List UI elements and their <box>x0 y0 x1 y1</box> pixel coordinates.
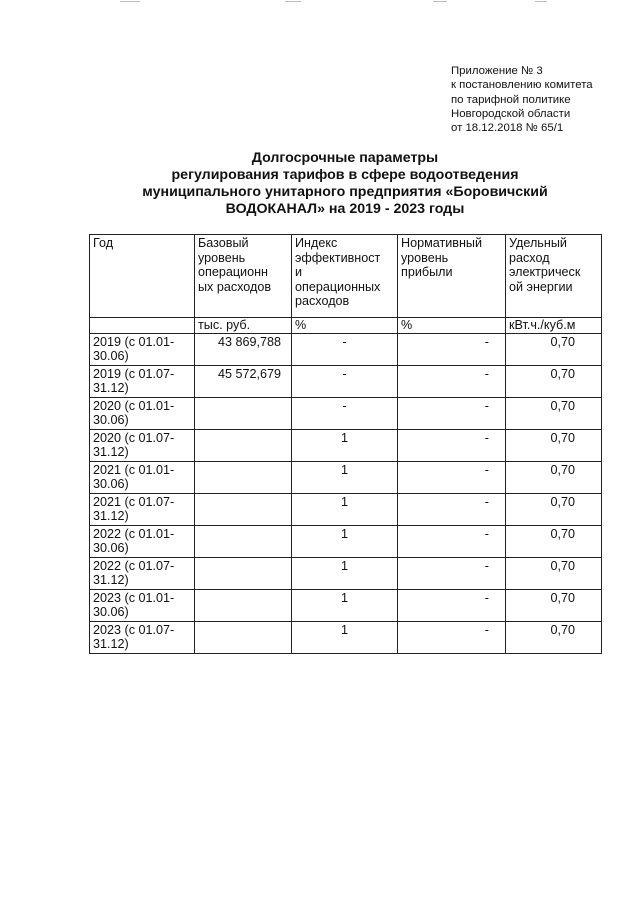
energy-cell: 0,70 <box>506 493 602 525</box>
profit-cell: - <box>398 589 506 621</box>
title-line: ВОДОКАНАЛ» на 2019 - 2023 годы <box>225 201 465 217</box>
profit-cell: - <box>398 621 506 653</box>
year-text-line: 2021 (с 01.01- <box>93 462 175 477</box>
header-text-line: ых расходов <box>198 279 272 294</box>
units-row <box>90 318 602 334</box>
header-text-line: и <box>295 265 303 279</box>
tariff-parameters-table <box>89 234 602 654</box>
table-row <box>90 333 602 365</box>
title-line: Долгосрочные параметры <box>251 150 439 166</box>
table-row <box>90 429 602 461</box>
year-text-line: 2022 (с 01.01- <box>93 526 175 541</box>
index-cell: - <box>292 397 398 429</box>
energy-cell: 0,70 <box>506 365 602 397</box>
year-text-line: 31.12) <box>93 573 129 587</box>
index-cell: 1 <box>292 429 398 461</box>
unit-cell: % <box>292 318 398 334</box>
energy-cell: 0,70 <box>506 397 602 429</box>
base-cell <box>195 589 292 621</box>
header-text-line: уровень <box>401 250 449 265</box>
year-text-line: 31.12) <box>93 445 129 459</box>
header-text-line: Индекс <box>295 236 338 250</box>
profit-cell: - <box>398 333 506 365</box>
base-cell: 45 572,679 <box>195 365 292 397</box>
profit-cell: - <box>398 397 506 429</box>
year-text-line: 2022 (с 01.07- <box>93 558 175 573</box>
year-text-line: 30.06) <box>93 541 129 555</box>
year-text-line: 2023 (с 01.07- <box>93 622 175 637</box>
header-text-line: расходов <box>295 294 350 308</box>
header-text-line: Год <box>93 236 114 250</box>
table-header-row <box>90 235 602 318</box>
index-cell: 1 <box>292 461 398 493</box>
index-cell: - <box>292 365 398 397</box>
energy-cell: 0,70 <box>506 333 602 365</box>
year-cell <box>90 525 195 557</box>
unit-cell: кВт.ч./куб.м <box>506 318 602 334</box>
index-cell: 1 <box>292 557 398 589</box>
title-line: муниципального унитарного предприятия «Боровичский <box>142 184 548 200</box>
appendix-line: Новгородской области <box>451 107 571 120</box>
profit-cell: - <box>398 429 506 461</box>
column-header <box>292 235 398 318</box>
base-cell: 43 869,788 <box>195 333 292 365</box>
column-header <box>90 235 195 318</box>
table-row <box>90 493 602 525</box>
year-cell <box>90 589 195 621</box>
profit-cell: - <box>398 461 506 493</box>
header-text-line: операционн <box>198 265 268 279</box>
year-text-line: 30.06) <box>93 413 129 427</box>
year-text-line: 2020 (с 01.07- <box>93 430 175 445</box>
appendix-line: к постановлению комитета <box>451 79 593 92</box>
base-cell <box>195 557 292 589</box>
table-row <box>90 557 602 589</box>
base-cell <box>195 429 292 461</box>
year-text-line: 31.12) <box>93 381 129 395</box>
year-text-line: 2021 (с 01.07- <box>93 494 175 509</box>
header-text-line: расход <box>509 250 550 265</box>
year-text-line: 2019 (с 01.07- <box>93 366 175 381</box>
year-text-line: 30.06) <box>93 605 129 619</box>
table-row <box>90 365 602 397</box>
year-text-line: 2020 (с 01.01- <box>93 398 175 413</box>
year-text-line: 30.06) <box>93 349 129 363</box>
document-title <box>90 150 600 218</box>
index-cell: - <box>292 333 398 365</box>
year-cell <box>90 621 195 653</box>
appendix-line: Приложение № 3 <box>451 65 543 77</box>
index-cell: 1 <box>292 525 398 557</box>
year-text-line: 2023 (с 01.01- <box>93 590 175 605</box>
unit-cell <box>90 318 195 334</box>
header-text-line: Нормативный <box>401 236 483 250</box>
column-header <box>195 235 292 318</box>
index-cell: 1 <box>292 621 398 653</box>
year-cell <box>90 397 195 429</box>
header-text-line: ой энергии <box>509 279 573 294</box>
base-cell <box>195 461 292 493</box>
energy-cell: 0,70 <box>506 557 602 589</box>
profit-cell: - <box>398 557 506 589</box>
header-text-line: электрическ <box>509 265 581 279</box>
year-cell <box>90 333 195 365</box>
column-header <box>506 235 602 318</box>
header-text-line: уровень <box>198 250 246 265</box>
year-text-line: 31.12) <box>93 637 129 651</box>
index-cell: 1 <box>292 493 398 525</box>
header-text-line: Базовый <box>198 236 249 250</box>
header-text-line: Удельный <box>509 236 567 250</box>
header-text-line: прибыли <box>401 265 453 279</box>
base-cell <box>195 525 292 557</box>
appendix-line: от 18.12.2018 № 65/1 <box>451 122 564 135</box>
profit-cell: - <box>398 365 506 397</box>
profit-cell: - <box>398 525 506 557</box>
base-cell <box>195 397 292 429</box>
table-row <box>90 525 602 557</box>
table-row <box>90 589 602 621</box>
header-text-line: эффективност <box>295 250 381 265</box>
energy-cell: 0,70 <box>506 525 602 557</box>
year-cell <box>90 493 195 525</box>
year-text-line: 31.12) <box>93 509 129 523</box>
base-cell <box>195 621 292 653</box>
year-text-line: 30.06) <box>93 477 129 491</box>
energy-cell: 0,70 <box>506 461 602 493</box>
year-cell <box>90 429 195 461</box>
column-header <box>398 235 506 318</box>
unit-cell: % <box>398 318 506 334</box>
table-row <box>90 621 602 653</box>
energy-cell: 0,70 <box>506 429 602 461</box>
year-cell <box>90 461 195 493</box>
year-cell <box>90 365 195 397</box>
header-text-line: операционных <box>295 279 381 294</box>
energy-cell: 0,70 <box>506 621 602 653</box>
energy-cell: 0,70 <box>506 589 602 621</box>
appendix-note <box>451 64 593 135</box>
profit-cell: - <box>398 493 506 525</box>
title-line: регулирования тарифов в сфере водоотведения <box>171 167 519 183</box>
scan-edge-marks <box>0 0 640 4</box>
base-cell <box>195 493 292 525</box>
unit-cell: тыс. руб. <box>195 318 292 334</box>
table-row <box>90 397 602 429</box>
year-cell <box>90 557 195 589</box>
year-text-line: 2019 (с 01.01- <box>93 334 175 349</box>
appendix-line: по тарифной политике <box>451 93 571 106</box>
index-cell: 1 <box>292 589 398 621</box>
table-row <box>90 461 602 493</box>
